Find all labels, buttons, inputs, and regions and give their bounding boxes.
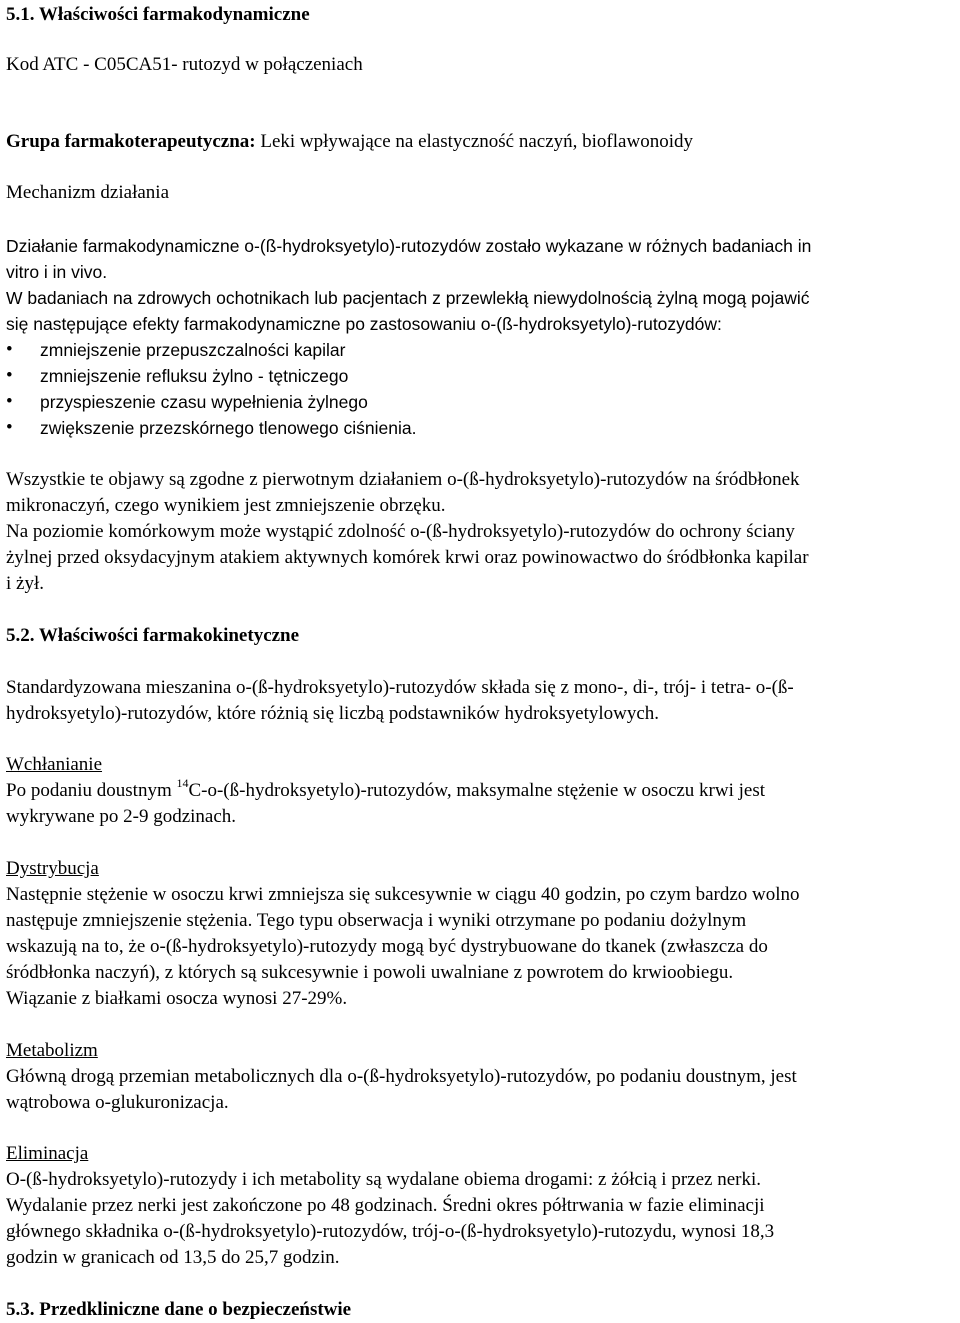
- paragraph-line: wskazują na to, że o-(ß-hydroksyetylo)-rutozydy mogą być dystrybuowane do tkanek (zwłaszcza do: [6, 936, 768, 957]
- subheading-distribution: Dystrybucja: [6, 858, 99, 879]
- paragraph-line: Następnie stężenie w osoczu krwi zmniejsza się sukcesywnie w ciągu 40 godzin, po czym bardzo wolno: [6, 884, 800, 905]
- bullet-marker: •: [6, 365, 13, 386]
- list-item: zwiększenie przezskórnego tlenowego ciśnienia.: [40, 418, 417, 438]
- paragraph-line: Na poziomie komórkowym może wystąpić zdolność o-(ß-hydroksyetylo)-rutozydów do ochrony ściany: [6, 521, 795, 542]
- paragraph-line: vitro i in vivo.: [6, 262, 108, 282]
- paragraph-line: Wiązanie z białkami osocza wynosi 27-29%.: [6, 988, 348, 1009]
- section-heading-5-2: 5.2. Właściwości farmakokinetyczne: [6, 625, 300, 646]
- list-item: przyspieszenie czasu wypełnienia żylnego: [40, 392, 368, 412]
- paragraph-line: O-(ß-hydroksyetylo)-rutozydy i ich metabolity są wydalane obiema drogami: z żółcią i przez nerki.: [6, 1169, 761, 1190]
- paragraph-line: śródbłonka naczyń), z których są sukcesywnie i powoli uwalniane z powrotem do krwioobiegu.: [6, 962, 734, 983]
- bullet-marker: •: [6, 417, 13, 438]
- paragraph-line: Działanie farmakodynamiczne o-(ß-hydroksyetylo)-rutozydów zostało wykazane w różnych badaniach in: [6, 236, 812, 256]
- paragraph-line: żylnej przed oksydacyjnym atakiem aktywnych komórek krwi oraz powinowactwo do śródbłonka kapilar: [6, 547, 809, 568]
- section-heading-5-1: 5.1. Właściwości farmakodynamiczne: [6, 4, 310, 25]
- subheading-absorption: Wchłanianie: [6, 754, 103, 775]
- paragraph-line: wątrobowa o-glukuronizacja.: [6, 1092, 229, 1113]
- subheading-elimination: Eliminacja: [6, 1143, 89, 1164]
- list-item: zmniejszenie przepuszczalności kapilar: [40, 340, 346, 360]
- subheading-metabolism: Metabolizm: [6, 1040, 98, 1061]
- bullet-marker: •: [6, 391, 13, 412]
- mechanism-heading: Mechanizm działania: [6, 182, 170, 203]
- atc-code: Kod ATC - C05CA51- rutozyd w połączeniach: [6, 54, 363, 75]
- paragraph-line: Wydalanie przez nerki jest zakończone po 48 godzinach. Średni okres półtrwania w fazie eliminacji: [6, 1195, 765, 1216]
- list-item: zmniejszenie refluksu żylno - tętniczego: [40, 366, 349, 386]
- paragraph-line: hydroksyetylo)-rutozydów, które różnią się liczbą podstawników hydroksyetylowych.: [6, 703, 660, 724]
- paragraph-line: godzin w granicach od 13,5 do 25,7 godzin.: [6, 1247, 340, 1268]
- paragraph-line: Główną drogą przemian metabolicznych dla o-(ß-hydroksyetylo)-rutozydów, po podaniu doustnym, jest: [6, 1066, 797, 1087]
- paragraph-line: i żył.: [6, 573, 44, 594]
- bullet-marker: •: [6, 339, 13, 360]
- paragraph-line: wykrywane po 2-9 godzinach.: [6, 806, 237, 827]
- paragraph-line: Standardyzowana mieszanina o-(ß-hydroksyetylo)-rutozydów składa się z mono-, di-, trój- i tetra- o-(ß-: [6, 677, 794, 698]
- pharmacotherapeutic-group: [6, 129, 693, 155]
- paragraph-line: mikronaczyń, czego wynikiem jest zmniejszenie obrzęku.: [6, 495, 446, 516]
- absorption-text-a: Po podaniu doustnym: [6, 780, 177, 801]
- section-heading-5-3: 5.3. Przedkliniczne dane o bezpieczeństwie: [6, 1299, 352, 1320]
- group-value: Leki wpływające na elastyczność naczyń, bioflawonoidy: [255, 131, 693, 152]
- paragraph-line: Wszystkie te objawy są zgodne z pierwotnym działaniem o-(ß-hydroksyetylo)-rutozydów na śródbłonek: [6, 469, 800, 490]
- group-label: Grupa farmakoterapeutyczna:: [6, 131, 256, 152]
- paragraph-line: się następujące efekty farmakodynamiczne po zastosowaniu o-(ß-hydroksyetylo)-rutozydów:: [6, 314, 722, 334]
- isotope-superscript: 14: [176, 775, 189, 790]
- paragraph-line: głównego składnika o-(ß-hydroksyetylo)-rutozydów, trój-o-(ß-hydroksyetylo)-rutozydu, wynosi 18,3: [6, 1221, 775, 1242]
- absorption-text-b: C-o-(ß-hydroksyetylo)-rutozydów, maksymalne stężenie w osoczu krwi jest: [188, 780, 766, 801]
- paragraph-line: W badaniach na zdrowych ochotnikach lub pacjentach z przewlekłą niewydolnością żylną mogą pojawić: [6, 288, 810, 308]
- paragraph-line: następuje zmniejszenie stężenia. Tego typu obserwacja i wyniki otrzymane po podaniu dożylnym: [6, 910, 747, 931]
- paragraph-line: [6, 775, 766, 804]
